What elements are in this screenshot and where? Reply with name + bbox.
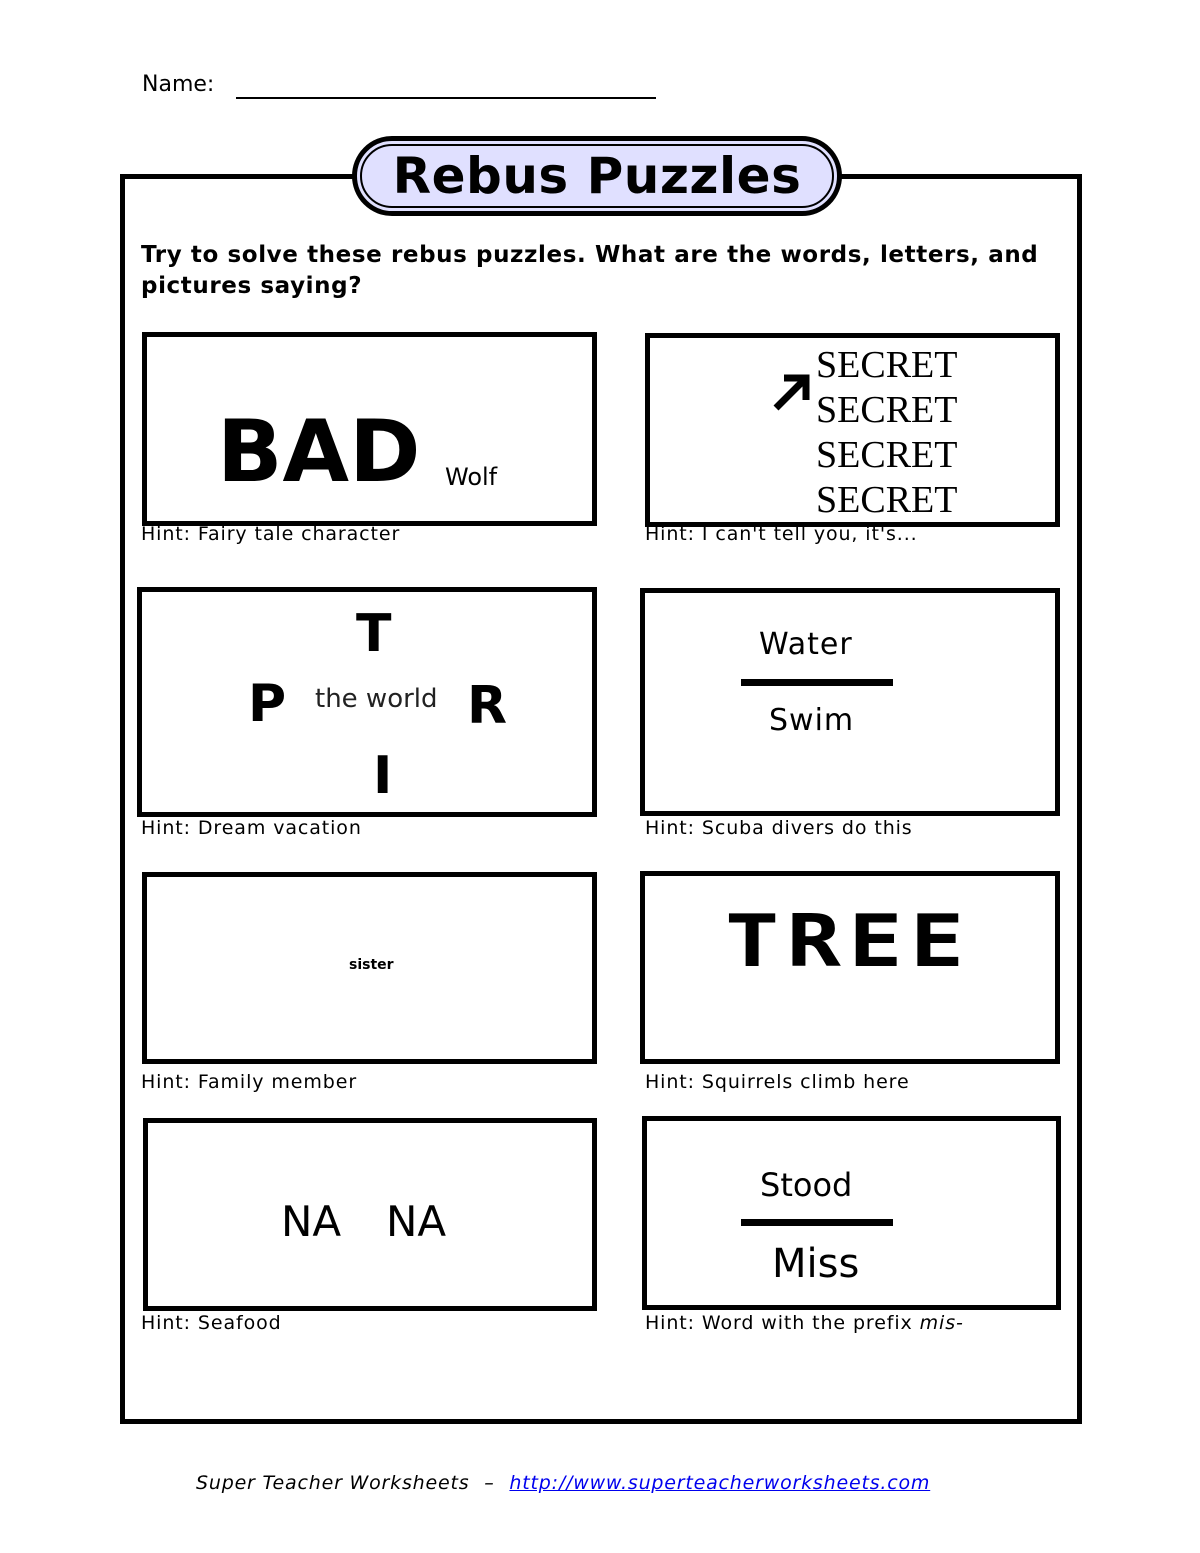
footer	[196, 1472, 930, 1494]
puzzle-1-hint: Hint: Fairy tale character	[141, 523, 401, 545]
puzzle-1-small: Wolf	[445, 463, 498, 491]
puzzle-3-hint: Hint: Dream vacation	[141, 817, 362, 839]
puzzle-box-8	[642, 1116, 1061, 1310]
puzzle-8-over: Stood	[760, 1166, 853, 1204]
puzzle-box-4	[640, 588, 1060, 816]
puzzle-4-hint: Hint: Scuba divers do this	[645, 817, 913, 839]
footer-link[interactable]: http://www.superteacherworksheets.com	[509, 1472, 931, 1494]
puzzle-3-middle: the world	[315, 684, 438, 714]
puzzle-box-1	[142, 332, 597, 526]
puzzle-3-bottom: I	[373, 746, 393, 806]
puzzle-2-hint: Hint: I can't tell you, it's...	[645, 523, 918, 545]
puzzle-box-2	[645, 333, 1060, 527]
puzzle-8-hint-text: Hint: Word with the prefix	[645, 1312, 920, 1334]
puzzle-3-top: T	[356, 604, 392, 664]
footer-brand: Super Teacher Worksheets	[196, 1472, 470, 1494]
puzzle-3-right: R	[467, 676, 508, 736]
puzzle-box-7	[143, 1118, 597, 1311]
secret-line-4: SECRET	[816, 479, 958, 521]
puzzle-7-right: NA	[386, 1197, 447, 1246]
puzzle-6-word: TREE	[725, 899, 972, 983]
instructions: Try to solve these rebus puzzles. What are the words, letters, and pictures saying?	[141, 242, 1039, 299]
puzzle-5-word: sister	[349, 957, 394, 973]
secret-line-3: SECRET	[816, 434, 958, 476]
secret-line-1: SECRET	[816, 344, 958, 386]
puzzle-box-6	[640, 871, 1060, 1064]
footer-separator: –	[484, 1472, 495, 1494]
puzzle-3-left: P	[248, 674, 287, 734]
puzzle-4-over: Water	[759, 627, 853, 662]
puzzle-box-3	[137, 587, 597, 817]
arrow-up-right-icon	[770, 370, 814, 414]
puzzle-8-hint	[645, 1312, 964, 1334]
puzzle-5-hint: Hint: Family member	[141, 1071, 358, 1093]
puzzle-6-hint: Hint: Squirrels climb here	[645, 1071, 910, 1093]
fraction-bar-2	[741, 1219, 893, 1226]
puzzle-7-left: NA	[281, 1197, 342, 1246]
name-field[interactable]	[236, 97, 656, 99]
puzzle-6-word-cut	[725, 899, 985, 983]
fraction-bar	[741, 679, 893, 686]
puzzle-box-5	[142, 872, 597, 1064]
name-label: Name:	[142, 72, 215, 97]
puzzle-7-hint: Hint: Seafood	[141, 1312, 282, 1334]
page-title: Rebus Puzzles	[352, 136, 842, 216]
puzzle-8-hint-prefix: mis-	[919, 1312, 964, 1334]
secret-line-2: SECRET	[816, 389, 958, 431]
puzzle-1-main: BAD	[217, 402, 421, 502]
puzzle-4-under: Swim	[769, 703, 855, 738]
puzzle-8-under: Miss	[772, 1241, 860, 1287]
